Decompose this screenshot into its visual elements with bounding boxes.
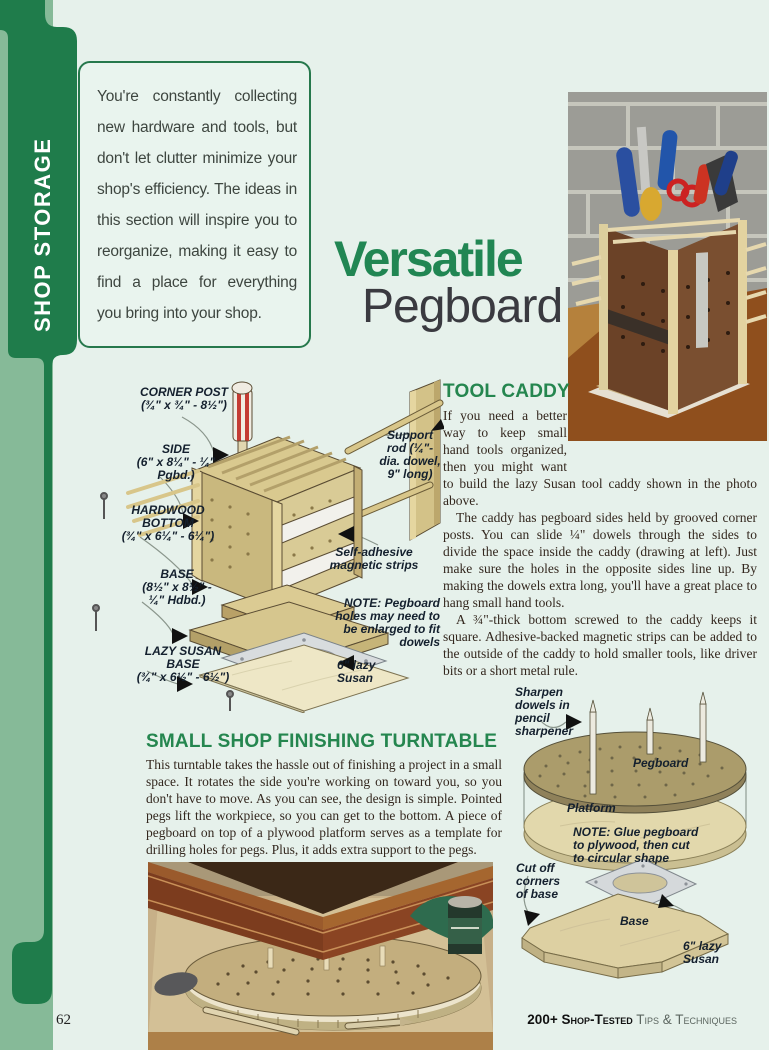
photo-wrap-spacer (567, 407, 757, 461)
label-6in-lazy-susan: 6" lazy Susan (337, 658, 376, 685)
label-6in-lazy-susan-2: 6" lazy Susan (683, 939, 722, 966)
metal-ruler (696, 252, 708, 348)
footer-brand-strong: 200+ Shop-Tested (527, 1012, 633, 1027)
page-number: 62 (56, 1012, 71, 1028)
label-lazy-susan-base: LAZY SUSAN BASE (¾" x 6½" - 6½") (136, 644, 230, 684)
photo-turntable-art (148, 862, 493, 1050)
tool-caddy-para1: If you need a better way to keep small hand tools organized, then you might want to build the lazy Susan tool caddy shown in the photo above. (443, 408, 757, 508)
footer-branding (527, 1012, 737, 1027)
tab-label: SHOP STORAGE (30, 137, 55, 332)
article-title-versatile: Versatile (334, 231, 522, 287)
label-support-rod: Support rod (¼"-dia. dowel, 9" long) (379, 428, 441, 481)
bench-edge (148, 1032, 493, 1050)
tool-caddy-heading: TOOL CADDY (443, 381, 570, 402)
label-glue-note: NOTE: Glue pegboard to plywood, then cut to circular shape (573, 825, 699, 865)
label-pegboard-note: NOTE: Pegboard holes may need to be enlarged to fit dowels (335, 596, 440, 649)
corner-post-right (738, 220, 747, 384)
turntable-heading: SMALL SHOP FINISHING TURNTABLE (146, 731, 498, 752)
label-base-2: Base (620, 914, 649, 928)
label-sharpen-dowels: Sharpen dowels in pencil sharpener (515, 685, 574, 738)
awl-handle (640, 187, 662, 221)
label-platform: Platform (567, 801, 616, 815)
label-hardwood-bottom: HARDWOOD BOTTOM (¾" x 6¼" - 6¼") (121, 503, 215, 543)
label-cut-corners: Cut off corners of base (516, 861, 561, 901)
label-base: BASE (8½" x 8½" - ¼" Hdbd.) (142, 567, 212, 607)
pegboard-disc (524, 732, 746, 813)
footer-brand-light: Tips & Techniques (632, 1012, 737, 1027)
photo-turntable (148, 862, 493, 1050)
tool-caddy-section (443, 381, 757, 679)
turntable-para: This turntable takes the hassle out of finishing a project in a small space. It rotates the side you're working on toward you, so you don't have to move. As you can see, the design is simple. Pointed pegs lift the workpiece, so you can get to the bottom. A piece of pegboard on top of a plywood platform serves as a template for drilling holes for pegs. Plus, it adds extra support to the pegs. (146, 757, 502, 857)
tool-caddy-para3: A ¾"-thick bottom screwed to the caddy keeps it square. Adhesive-backed magnetic strips can be added to the outside of the caddy to hold smaller tools, like driver bits or a short metal rule. (443, 612, 757, 678)
tool-caddy-body (443, 407, 757, 679)
intro-box (78, 61, 311, 348)
article-title-pegboard: Pegboard (362, 280, 563, 333)
label-pegboard: Pegboard (633, 756, 689, 770)
label-side: SIDE (6" x 8¼" - ¼" Pgbd.) (136, 442, 216, 482)
turntable-body (146, 756, 502, 858)
label-magnetic-strips: Self-adhesive magnetic strips (329, 545, 419, 572)
turntable-section (146, 731, 502, 858)
corner-post-left (599, 224, 608, 390)
intro-text: You're constantly collecting new hardware and tools, but don't let clutter minimize your shop's efficiency. The ideas in this section will inspire you to reorganize, making it easy to find a place for everything you bring into your shop. (97, 88, 297, 322)
label-corner-post: CORNER POST (¾" x ¾" - 8½") (139, 385, 228, 412)
tool-caddy-para2: The caddy has pegboard sides held by grooved corner posts. You can slide ¼" dowels through the sides to divide the space inside the caddy (drawing at left). Just make sure the holes in the opposite sides line up. By making the dowels extra long, you'll have a great place to hang small hand tools. (443, 510, 757, 610)
